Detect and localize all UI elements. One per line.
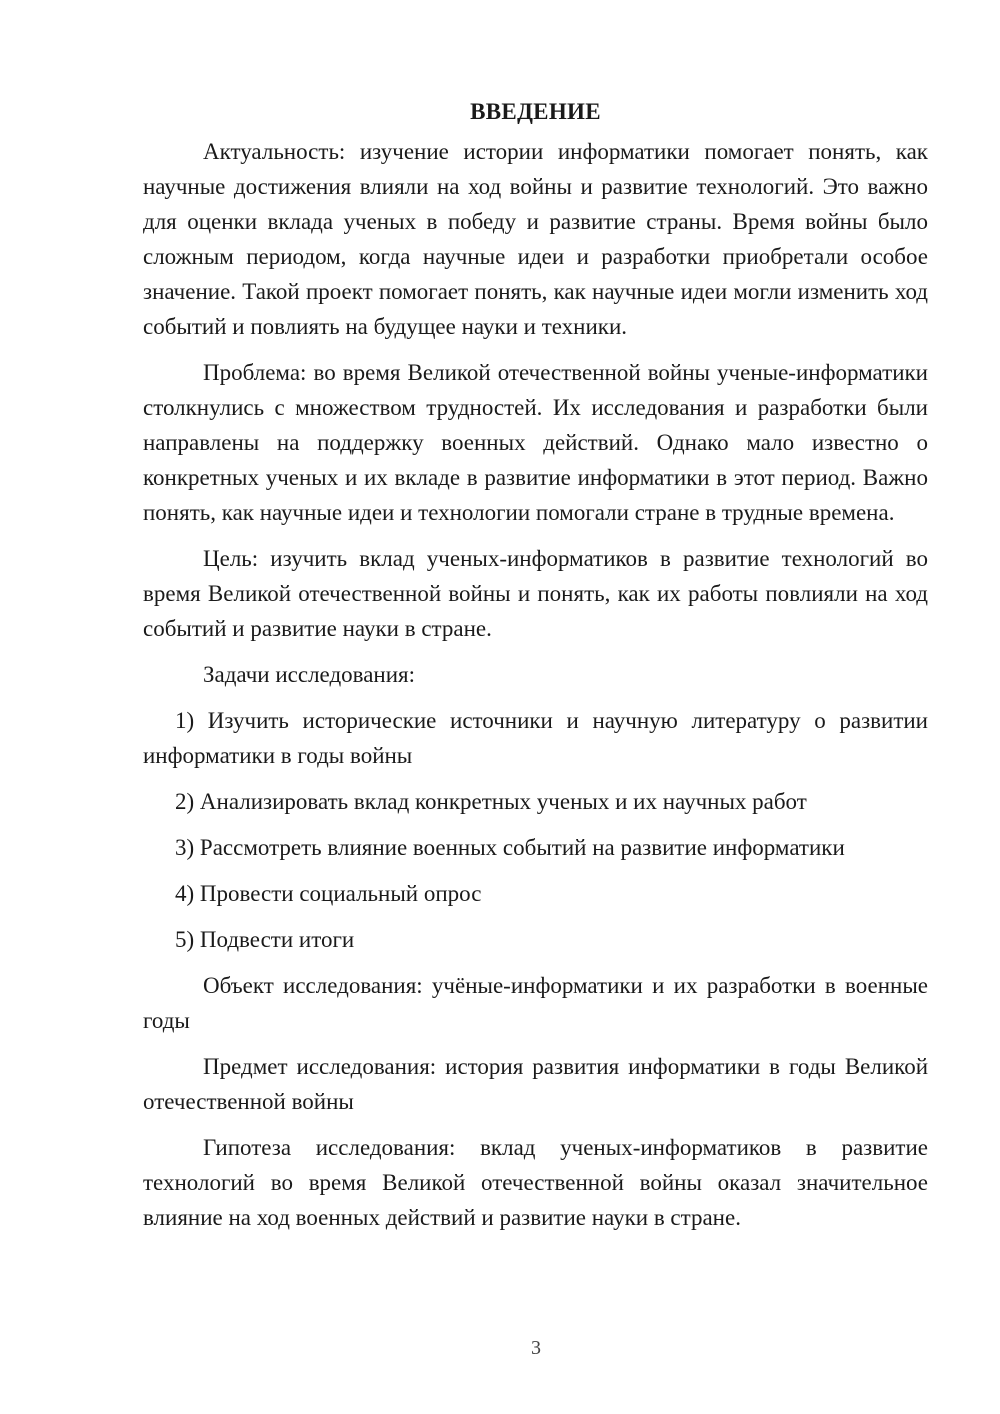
relevance-paragraph: Актуальность: изучение истории информатики помогает понять, как научные достижения влияли на ход войны и развитие технологий. Это важно для оценки вклада ученых в победу и развитие страны. Время войны было сложным периодом, когда научные идеи и разработки приобретали особое значение. Такой проект помогает понять, как научные идеи могли изменить ход событий и повлиять на будущее науки и техники. <box>143 139 928 339</box>
goal-paragraph: Цель: изучить вклад ученых-информатиков в развитие технологий во время Великой отечественной войны и понять, как их работы повлияли на ход событий и развитие науки в стране. <box>143 546 928 641</box>
task-item-5: 5) Подвести итоги <box>175 927 355 952</box>
page-content <box>143 96 928 1235</box>
tasks-heading: Задачи исследования: <box>203 662 416 687</box>
task-item-4: 4) Провести социальный опрос <box>175 881 482 906</box>
task-item-2: 2) Анализировать вклад конкретных ученых и их научных работ <box>175 789 807 814</box>
hypothesis-paragraph: Гипотеза исследования: вклад ученых-информатиков в развитие технологий во время Великой отечественной войны оказал значительное влияние на ход военных действий и развитие науки в стране. <box>143 1135 928 1230</box>
object-paragraph: Объект исследования: учёные-информатики и их разработки в военные годы <box>143 973 928 1033</box>
problem-paragraph: Проблема: во время Великой отечественной войны ученые-информатики столкнулись с множеством трудностей. Их исследования и разработки были направлены на поддержку военных действий. Однако мало известно о конкретных ученых и их вкладе в развитие информатики в этот период. Важно понять, как научные идеи и технологии помогали стране в трудные времена. <box>143 360 928 525</box>
task-list <box>143 703 928 957</box>
page-number: 3 <box>531 1337 541 1359</box>
page-title: ВВЕДЕНИЕ <box>470 99 601 124</box>
task-item-1: 1) Изучить исторические источники и научную литературу о развитии информатики в годы войны <box>143 708 928 768</box>
subject-paragraph: Предмет исследования: история развития информатики в годы Великой отечественной войны <box>143 1054 928 1114</box>
task-item-3: 3) Рассмотреть влияние военных событий на развитие информатики <box>175 835 845 860</box>
